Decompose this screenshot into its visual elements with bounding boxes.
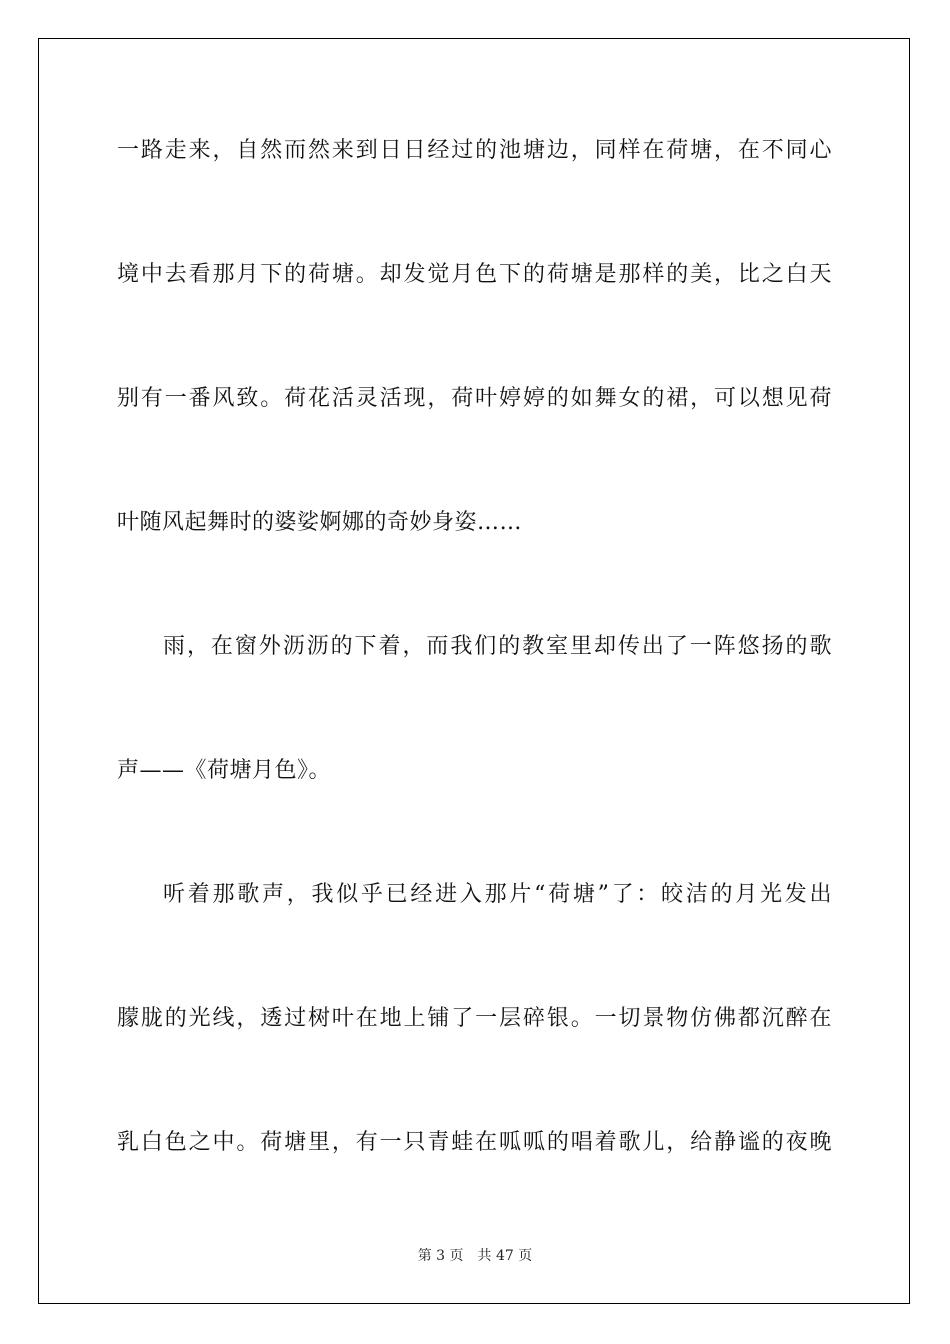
page-footer — [0, 1246, 950, 1266]
paragraph-first-line: 听着那歌声，我似乎已经进入那片“荷塘”了：皎洁的月光发出 — [163, 882, 832, 907]
page-number: 第 3 页 共 47 页 — [417, 1248, 533, 1264]
paragraph-first-line: 雨，在窗外沥沥的下着，而我们的教室里却传出了一阵悠扬的歌 — [163, 634, 832, 659]
body-text-line: 朦胧的光线，透过树叶在地上铺了一层碎银。一切景物仿佛都沉醉在 — [117, 1006, 832, 1031]
body-text-line: 声——《荷塘月色》。 — [117, 758, 332, 783]
body-text-line: 叶随风起舞时的婆娑婀娜的奇妙身姿…… — [117, 510, 523, 535]
page-border — [38, 38, 910, 1304]
body-text-line: 境中去看那月下的荷塘。却发觉月色下的荷塘是那样的美，比之白天 — [117, 262, 832, 287]
body-text-line: 别有一番风致。荷花活灵活现，荷叶婷婷的如舞女的裙，可以想见荷 — [117, 386, 832, 411]
body-text-line: 一路走来，自然而然来到日日经过的池塘边，同样在荷塘，在不同心 — [117, 138, 832, 163]
body-text-line: 乳白色之中。荷塘里，有一只青蛙在呱呱的唱着歌儿，给静谧的夜晚 — [117, 1130, 832, 1155]
